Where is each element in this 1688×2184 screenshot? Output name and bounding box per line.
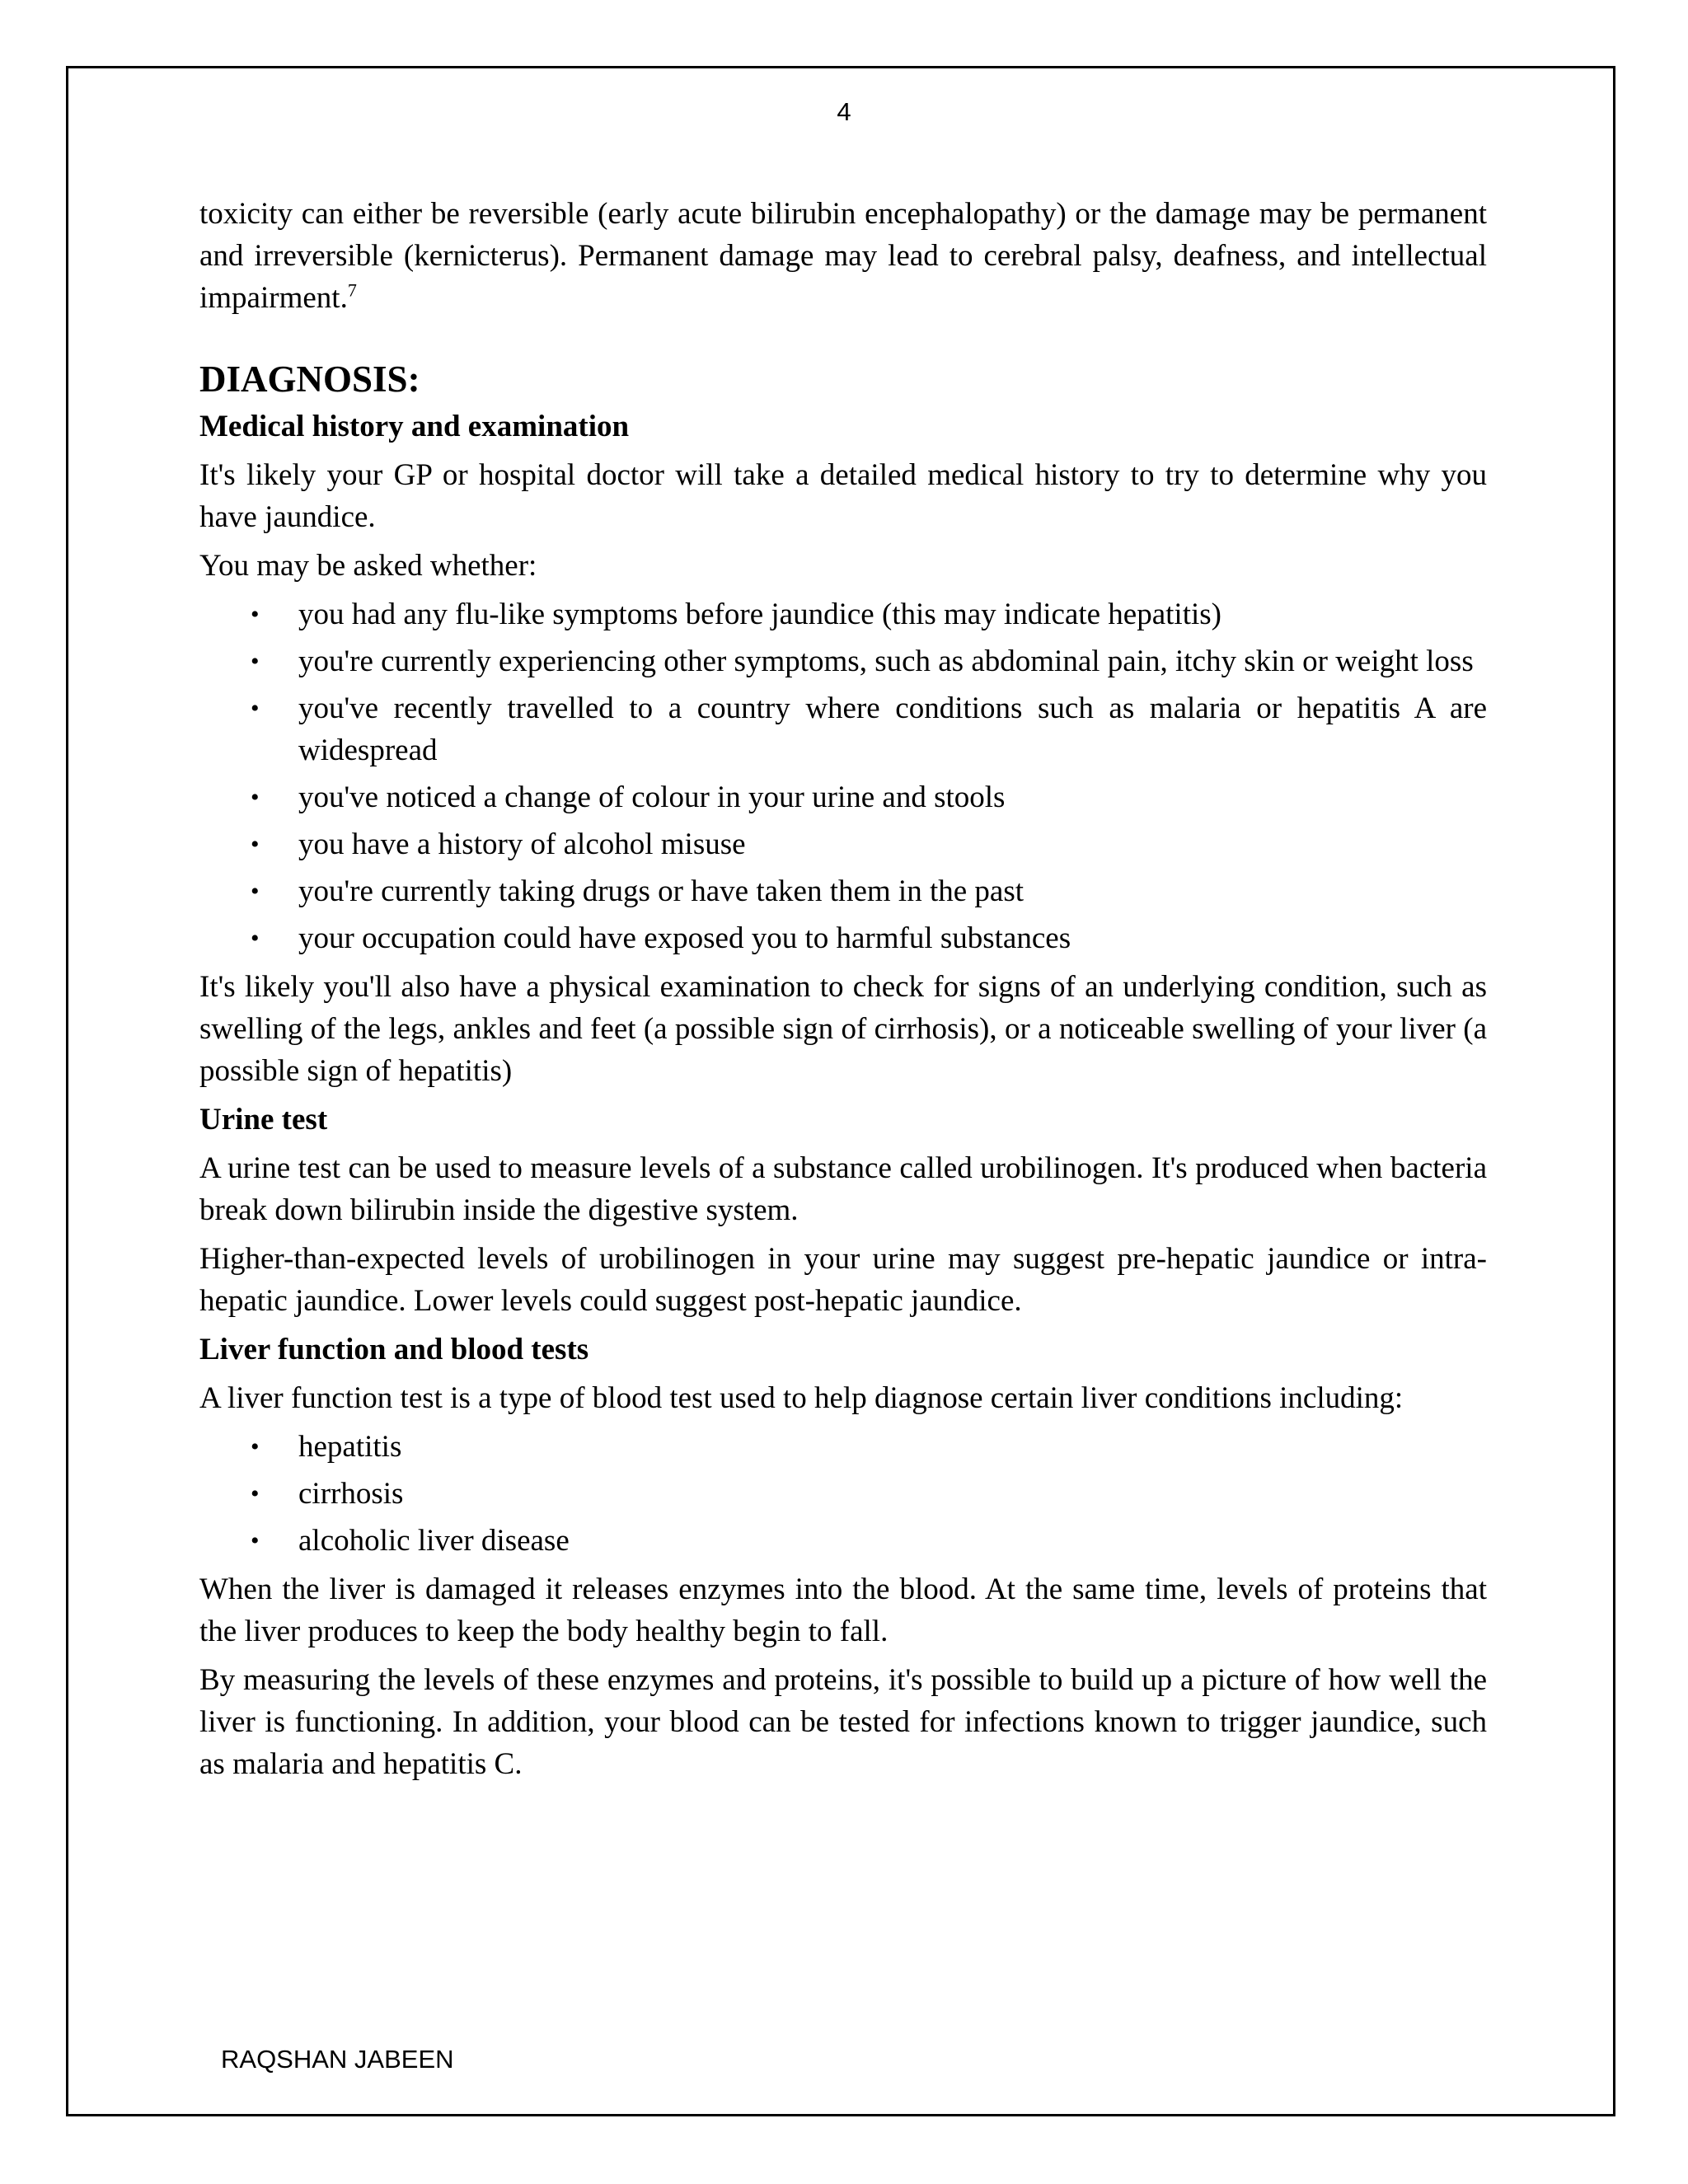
footer-author: RAQSHAN JABEEN <box>221 2045 454 2074</box>
list-item: • you're currently experiencing other symptoms, such as abdominal pain, itchy skin or weight loss <box>199 640 1487 682</box>
paragraph: It's likely your GP or hospital doctor will take a detailed medical history to try to determine why you have jaundice. <box>199 458 1487 534</box>
intro-paragraph <box>199 193 1487 319</box>
paragraph: A liver function test is a type of blood test used to help diagnose certain liver conditions including: <box>199 1381 1404 1415</box>
list-item: • your occupation could have exposed you to harmful substances <box>199 917 1487 959</box>
subheading-liver-function: Liver function and blood tests <box>199 1333 589 1366</box>
bullet-list-conditions <box>199 1426 1487 1562</box>
list-item: • alcoholic liver disease <box>199 1520 1487 1562</box>
page-number: 4 <box>837 97 851 126</box>
document-body <box>199 193 1487 1792</box>
list-item: • hepatitis <box>199 1426 1487 1468</box>
bullet-list-questions <box>199 593 1487 959</box>
paragraph: When the liver is damaged it releases enzymes into the blood. At the same time, levels of proteins that the liver produces to keep the body healthy begin to fall. <box>199 1572 1487 1648</box>
paragraph: Higher-than-expected levels of urobilinogen in your urine may suggest pre-hepatic jaundice or intra-hepatic jaundice. Lower levels could suggest post-hepatic jaundice. <box>199 1242 1487 1318</box>
section-heading-diagnosis: DIAGNOSIS: <box>199 359 420 400</box>
paragraph: By measuring the levels of these enzymes and proteins, it's possible to build up a picture of how well the liver is functioning. In addition, your blood can be tested for infections known to trigger jaundice, such as malaria and hepatitis C. <box>199 1663 1487 1781</box>
intro-text: toxicity can either be reversible (early acute bilirubin encephalopathy) or the damage may be permanent and irreversible (kernicterus). Permanent damage may lead to cerebral palsy, deafness, and intellectual impairment. <box>199 197 1487 315</box>
reference-superscript: 7 <box>347 279 357 301</box>
list-item: • you have a history of alcohol misuse <box>199 823 1487 865</box>
subheading-medical-history: Medical history and examination <box>199 410 630 443</box>
list-item: • cirrhosis <box>199 1473 1487 1515</box>
list-item: • you've noticed a change of colour in your urine and stools <box>199 776 1487 818</box>
list-item: • you've recently travelled to a country where conditions such as malaria or hepatitis A are widespread <box>199 687 1487 771</box>
paragraph: You may be asked whether: <box>199 549 537 583</box>
list-item: • you're currently taking drugs or have taken them in the past <box>199 870 1487 912</box>
list-item: • you had any flu-like symptoms before jaundice (this may indicate hepatitis) <box>199 593 1487 635</box>
paragraph: It's likely you'll also have a physical examination to check for signs of an underlying condition, such as swelling of the legs, ankles and feet (a possible sign of cirrhosis), or a noticeable swelling of your liver (a possible sign of hepatitis) <box>199 970 1487 1088</box>
subheading-urine-test: Urine test <box>199 1103 328 1137</box>
paragraph: A urine test can be used to measure levels of a substance called urobilinogen. It's produced when bacteria break down bilirubin inside the digestive system. <box>199 1151 1487 1227</box>
